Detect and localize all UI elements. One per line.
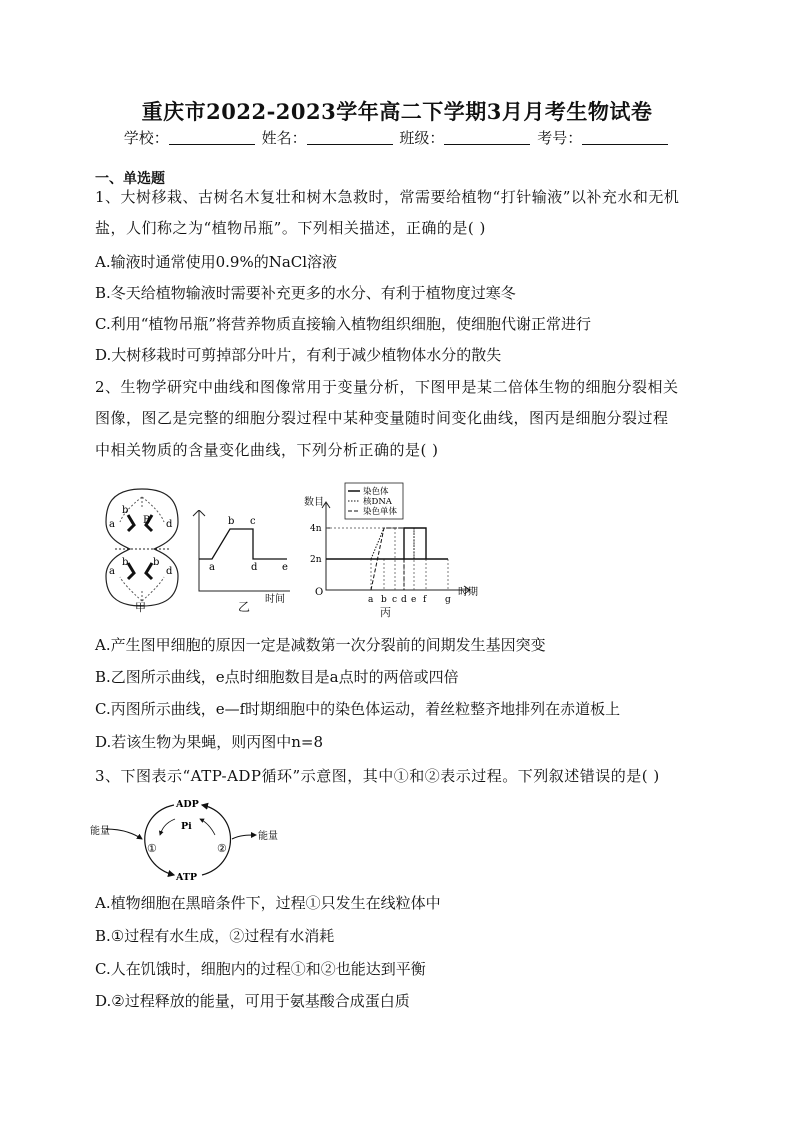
school-label: 学校： [123,129,169,147]
energy-right-label: 能量 [258,831,278,842]
allele-label: b [122,557,129,568]
bing-tick-2n: 2n [310,555,322,565]
bing-x-tick: e [411,595,417,605]
q1-option-a[interactable]: A.输液时通常使用0.9%的NaCl溶液 [95,253,338,271]
yi-point-label: d [251,562,258,573]
q2-stem-line2: 图像，图乙是完整的细胞分裂过程中某种变量随时间变化曲线，图丙是细胞分裂过程 [95,409,669,427]
figure-bing-caption: 丙 [380,606,391,619]
adp-label: ADP [176,799,199,810]
legend-label: 染色单体 [363,507,398,517]
q3-option-d[interactable]: D.②过程释放的能量，可用于氨基酸合成蛋白质 [95,992,410,1010]
legend-label: 核DNA [363,497,392,507]
q2-option-b[interactable]: B.乙图所示曲线，e点时细胞数目是a点时的两倍或四倍 [95,668,459,686]
yi-point-label: e [282,562,288,573]
bing-x-tick: a [368,595,374,605]
process-2-arrow [202,805,231,875]
q3-option-a[interactable]: A.植物细胞在黑暗条件下，过程①只发生在线粒体中 [95,894,441,912]
q1-option-c[interactable]: C.利用“植物吊瓶”将营养物质直接输入植物组织细胞，使细胞代谢正常进行 [95,315,592,333]
bing-origin: O [315,587,324,598]
bing-dna-line [326,528,448,559]
process-1-label: ① [147,842,157,855]
bing-x-tick: d [401,595,407,605]
allele-label: b [153,557,160,568]
bing-x-tick: f [423,595,427,605]
yi-x-label: 时间 [265,594,285,605]
q1-option-b[interactable]: B.冬天给植物输液时需要补充更多的水分、有利于植物度过寒冬 [95,284,516,302]
pi-in-arrow [160,819,175,835]
allele-label: a [109,519,115,530]
class-label: 班级： [399,129,445,147]
figure-jia [100,485,185,613]
bing-x-tick: g [445,595,451,605]
figure-jia-caption: 甲 [135,601,146,614]
bing-x-tick: c [392,595,398,605]
process-2-label: ② [217,842,227,855]
q1-option-d[interactable]: D.大树移栽时可剪掉部分叶片，有利于减少植物体水分的散失 [95,346,502,364]
q3-stem: 3、下图表示“ATP-ADP循环”示意图，其中①和②表示过程。下列叙述错误的是( ) [95,767,660,785]
allele-label: d [166,519,173,530]
q1-stem-line1: 1、大树移栽、古树名木复壮和树木急救时，常需要给植物“打针输液”以补充水和无机 [95,188,680,206]
energy-left-label: 能量 [90,826,110,837]
name-blank[interactable] [307,130,393,145]
allele-label: a [109,566,115,577]
figure-yi-caption: 乙 [238,600,251,614]
bing-x-label: 时期 [458,587,478,598]
section-heading: 一、单选题 [95,171,165,187]
q2-option-c[interactable]: C.丙图所示曲线，e—f时期细胞中的染色体运动，着丝粒整齐地排列在赤道板上 [95,700,621,718]
allele-label: b [122,505,129,516]
figure-bing [300,480,490,615]
q3-option-b[interactable]: B.①过程有水生成，②过程有水消耗 [95,927,335,945]
yi-curve [199,529,287,559]
name-label: 姓名： [261,129,307,147]
legend-label: 染色体 [363,487,389,497]
yi-point-label: b [228,516,235,527]
yi-point-label: c [250,516,256,527]
bing-x-tick: b [381,595,387,605]
exam-title: 重庆市2022-2023学年高二下学期3月月考生物试卷 [141,99,653,124]
q3-option-c[interactable]: C.人在饥饿时，细胞内的过程①和②也能达到平衡 [95,960,426,978]
allele-label: B [143,515,151,526]
energy-out-arrow [232,835,256,839]
q2-stem-line1: 2、生物学研究中曲线和图像常用于变量分析，下图甲是某二倍体生物的细胞分裂相关 [95,378,679,396]
energy-in-arrow [106,829,142,839]
figure-atp-cycle [90,795,290,885]
allele-label: d [166,566,173,577]
bing-y-label: 数目 [304,497,324,508]
number-label: 考号： [537,129,583,147]
q2-option-a[interactable]: A.产生图甲细胞的原因一定是减数第一次分裂前的间期发生基因突变 [95,636,546,654]
number-blank[interactable] [582,130,668,145]
yi-axes [199,510,290,591]
q2-option-d[interactable]: D.若该生物为果蝇，则丙图中n=8 [95,733,324,751]
bing-chromosome-peak [404,528,426,559]
school-blank[interactable] [169,130,255,145]
q1-stem-line2: 盐，人们称之为“植物吊瓶”。下列相关描述，正确的是( ) [95,219,486,237]
q2-stem-line3: 中相关物质的含量变化曲线，下列分析正确的是( ) [95,441,439,459]
yi-point-label: a [209,562,215,573]
pi-label: Pi [181,821,192,832]
class-blank[interactable] [444,130,530,145]
atp-label: ATP [176,872,198,883]
process-1-arrow [145,805,174,875]
chromosome-lower [128,563,152,579]
bing-tick-4n: 4n [310,524,322,534]
student-info-row [0,127,794,148]
pi-out-arrow [200,819,215,835]
